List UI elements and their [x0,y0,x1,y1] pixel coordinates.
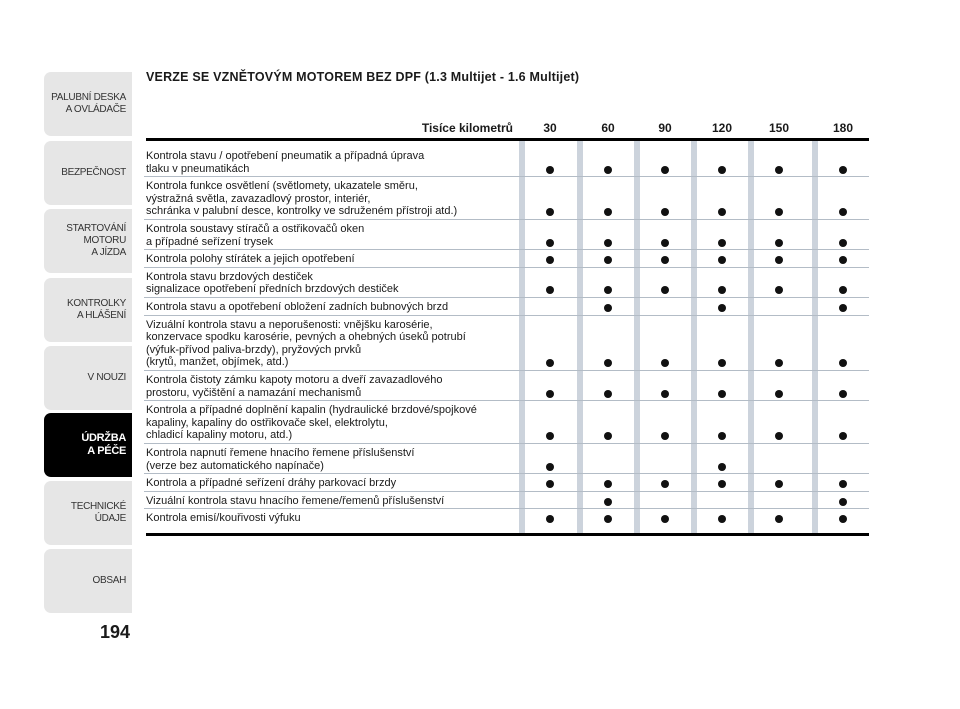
km-header-label: Tisíce kilometrů [421,121,513,135]
service-check-dot [546,359,554,367]
service-check-dot [839,239,847,247]
service-check-dot [839,286,847,294]
service-check-dot [718,286,726,294]
table-row [146,495,869,508]
row-separator [144,315,869,316]
service-check-dot [661,208,669,216]
table-row [146,374,869,399]
service-check-dot [604,390,612,398]
service-check-dot [546,463,554,471]
service-check-dot [661,515,669,523]
row-description: Kontrola soustavy stíračů a ostřikovačů oken a případné seřízení trysek [146,223,365,248]
service-check-dot [546,515,554,523]
row-separator [144,219,869,220]
service-check-dot [546,390,554,398]
row-description: Kontrola stavu / opotřebení pneumatik a případná úprava tlaku v pneumatikách [146,150,425,175]
service-check-dot [546,239,554,247]
row-separator [144,508,869,509]
service-check-dot [839,208,847,216]
page-title: VERZE SE VZNĚTOVÝM MOTOREM BEZ DPF (1.3 Multijet - 1.6 Multijet) [146,70,580,84]
service-check-dot [604,359,612,367]
table-row [146,477,869,490]
service-check-dot [661,359,669,367]
row-separator [144,400,869,401]
service-check-dot [718,208,726,216]
table-row [146,404,869,442]
service-check-dot [604,166,612,174]
service-check-dot [604,208,612,216]
service-check-dot [775,286,783,294]
row-description: Kontrola polohy stírátek a jejich opotřebení [146,253,355,266]
sidebar-tab-label: KONTROLKY A HLÁŠENÍ [67,298,126,321]
sidebar-tab[interactable] [44,141,132,205]
sidebar-tab[interactable] [44,413,132,477]
sidebar-tab[interactable] [44,549,132,613]
row-separator [144,370,869,371]
service-check-dot [775,390,783,398]
table-row [146,271,869,296]
service-check-dot [661,239,669,247]
row-description: Kontrola a případné doplnění kapalin (hydraulické brzdové/spojkové kapaliny, kapaliny do ostřikovače skel, elektrolytu, chladicí kapaliny motoru, atd.) [146,404,477,442]
service-check-dot [661,286,669,294]
sidebar-tab[interactable] [44,72,132,136]
sidebar-tab-label: OBSAH [92,575,126,586]
sidebar-tab[interactable] [44,481,132,545]
table-row [146,150,869,175]
service-check-dot [604,239,612,247]
service-check-dot [775,515,783,523]
service-check-dot [839,166,847,174]
service-check-dot [718,256,726,264]
service-check-dot [775,359,783,367]
service-check-dot [604,498,612,506]
service-check-dot [839,498,847,506]
service-check-dot [604,432,612,440]
table-row [146,447,869,472]
service-check-dot [839,480,847,488]
service-check-dot [839,359,847,367]
service-check-dot [839,432,847,440]
service-check-dot [604,480,612,488]
row-description: Vizuální kontrola stavu a neporušenosti: vnějšku karosérie, konzervace spodku karosérie, pevných a ohebných úseků potrubí (výfuk-přívod paliva-brzdy), pryžových prvků (krytů, manžet, objímek, atd.) [146,318,466,369]
row-description: Kontrola čistoty zámku kapoty motoru a dveří zavazadlového prostoru, vyčištění a namazání mechanismů [146,374,443,399]
table-bottom-rule [146,533,869,536]
service-check-dot [839,515,847,523]
table-row [146,253,869,266]
service-check-dot [604,286,612,294]
service-check-dot [546,208,554,216]
service-check-dot [718,390,726,398]
table-row [146,223,869,248]
row-description: Vizuální kontrola stavu hnacího řemene/řemenů příslušenství [146,494,445,507]
service-check-dot [718,515,726,523]
table-row [146,512,869,525]
service-check-dot [661,256,669,264]
sidebar-tab-label: STARTOVÁNÍ MOTORU A JÍZDA [66,223,126,258]
service-check-dot [839,304,847,312]
service-check-dot [546,480,554,488]
service-check-dot [546,286,554,294]
row-separator [144,491,869,492]
table-row [146,319,869,369]
km-column-header: 150 [768,121,790,135]
service-check-dot [839,256,847,264]
service-check-dot [661,432,669,440]
km-column-header: 30 [543,121,557,135]
service-check-dot [546,432,554,440]
row-description: Kontrola stavu brzdových destiček signalizace opotřebení předních brzdových destiček [146,270,399,296]
row-description: Kontrola emisí/kouřivosti výfuku [146,512,301,525]
sidebar-tab-label: V NOUZI [87,372,126,383]
sidebar-tab[interactable] [44,278,132,342]
service-check-dot [661,166,669,174]
service-check-dot [718,359,726,367]
page-number: 194 [100,622,131,642]
row-description: Kontrola funkce osvětlení (světlomety, ukazatele směru, výstražná světla, zavazadlový prostor, interiér, schránka v palubní desce, kontrolky ve sdruženém přístroji atd.) [146,180,458,218]
service-check-dot [546,166,554,174]
sidebar-tab[interactable] [44,209,132,273]
service-check-dot [775,256,783,264]
service-check-dot [775,480,783,488]
row-separator [144,443,869,444]
km-column-header: 120 [711,121,733,135]
service-check-dot [718,432,726,440]
service-check-dot [775,239,783,247]
sidebar-tab-label: TECHNICKÉ ÚDAJE [70,501,126,524]
km-column-header: 60 [601,121,615,135]
service-check-dot [661,480,669,488]
table-row [146,180,869,218]
row-description: Kontrola stavu a opotřebení obložení zadních bubnových brzd [146,301,449,313]
service-check-dot [718,166,726,174]
row-separator [144,249,869,250]
service-check-dot [604,256,612,264]
service-check-dot [718,239,726,247]
row-description: Kontrola napnutí řemene hnacího řemene příslušenství (verze bez automatického napínače) [146,447,415,472]
sidebar-tab-label: PALUBNÍ DESKA A OVLÁDAČE [51,92,126,115]
row-separator [144,176,869,177]
km-column-header: 180 [832,121,854,135]
service-check-dot [775,432,783,440]
service-check-dot [546,256,554,264]
row-separator [144,297,869,298]
service-check-dot [718,304,726,312]
row-description: Kontrola a případné seřízení dráhy parkovací brzdy [146,477,397,490]
row-separator [144,267,869,268]
service-check-dot [775,208,783,216]
service-check-dot [604,304,612,312]
service-check-dot [718,480,726,488]
km-column-header: 90 [658,121,672,135]
sidebar-tab-label: BEZPEČNOST [61,167,126,178]
row-separator [144,473,869,474]
table-top-rule [146,138,869,141]
service-check-dot [604,515,612,523]
service-check-dot [661,390,669,398]
table-row [146,301,869,314]
service-check-dot [839,390,847,398]
sidebar-tab-label: ÚDRŽBA A PÉČE [81,432,126,457]
sidebar-tab[interactable] [44,346,132,410]
service-check-dot [718,463,726,471]
service-check-dot [775,166,783,174]
